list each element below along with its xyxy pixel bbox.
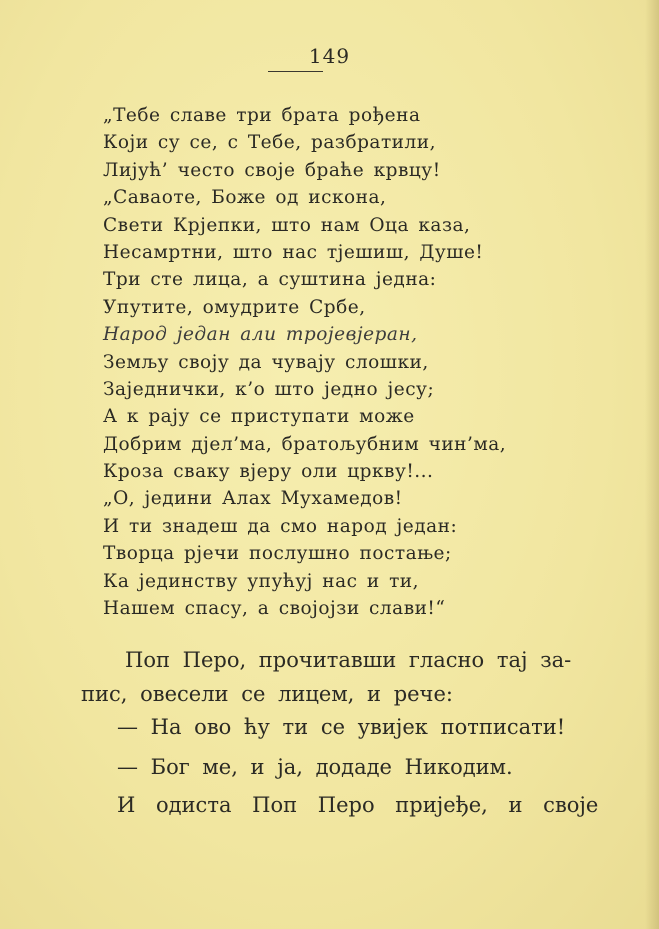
- poem-line: Ка јединству упућуј нас и ти,: [103, 570, 420, 592]
- poem-line: „О, једини Алах Мухамедов!: [103, 488, 403, 510]
- poem-line: Три сте лица, а суштина једна:: [103, 269, 437, 291]
- dialogue-line-1: — На ово ћу ти се увијек потписати!: [117, 715, 566, 739]
- poem-line: И ти знадеш да смо народ један:: [103, 515, 458, 537]
- page-number-rule: [268, 71, 323, 72]
- poem-line: Нашем спасу, а својојзи слави!“: [103, 598, 446, 620]
- paragraph-2: И одиста Поп Перо пријеђе, и своје: [117, 793, 599, 817]
- poem-line: Упутите, омудрите Србе,: [103, 296, 366, 318]
- poem-line: „Тебе славе три брата рођена: [103, 105, 421, 126]
- poem-line: „Саваоте, Боже од искона,: [103, 187, 387, 209]
- poem-line: Лијућ’ често своје браће крвцу!: [103, 159, 441, 181]
- paragraph-1-line-1: Поп Перо, прочитавши гласно тај за-: [125, 648, 572, 672]
- poem-line: Творца рјечи послушно постање;: [103, 543, 452, 565]
- poem: [103, 102, 563, 622]
- poem-line: Заједнички, к’о што једно јесу;: [103, 378, 435, 400]
- poem-line: Који су се, с Тебе, разбратили,: [103, 132, 436, 154]
- poem-line: А к рају се приступати може: [103, 406, 415, 428]
- poem-line: Добрим дјел’ма, братољубним чин’ма,: [103, 433, 507, 455]
- poem-line: Несамртни, што нас тјешиш, Душе!: [103, 241, 484, 263]
- poem-line: Кроза сваку вјеру оли цркву!...: [103, 461, 434, 483]
- dialogue-line-2: — Бог ме, и ја, додаде Никодим.: [117, 755, 513, 779]
- page-edge-shadow: [645, 0, 659, 929]
- paragraph-1-line-2: пис, овесели се лицем, и рече:: [81, 682, 453, 706]
- poem-line-italic: Народ један али тројевјеран,: [103, 324, 418, 346]
- poem-line: Земљу своју да чувају слошки,: [103, 351, 429, 373]
- poem-line: Свети Крјепки, што нам Оца каза,: [103, 214, 471, 236]
- page-number: 149: [308, 44, 351, 68]
- paragraph-1: [81, 643, 572, 711]
